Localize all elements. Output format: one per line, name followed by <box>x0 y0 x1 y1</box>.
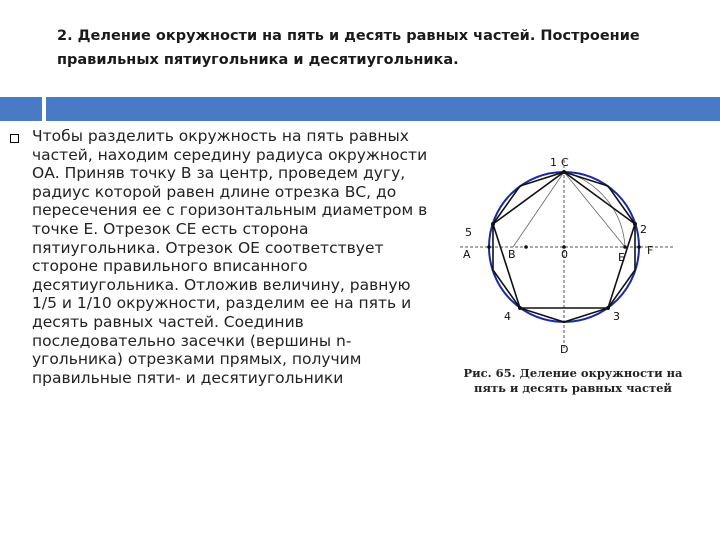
point-b <box>524 245 528 249</box>
label-o: 0 <box>561 248 568 261</box>
accent-bar-long <box>46 97 720 121</box>
figure-caption-line1: Рис. 65. Деление окружности на <box>463 366 683 380</box>
body-paragraph: Чтобы разделить окружность на пять равных частей, находим середину радиуса окружности ОА. Приняв точку В за центр, проведем дугу, радиус которой равен длине отрезка ВС, до пересечения ее с горизонтальным диаметром в точке Е. Отрезок СЕ есть сторона пятиугольника. Отрезок ОЕ соответствует стороне правильного вписанного десятиугольника. Отложив величину, равную 1/5 и 1/10 окружности, разделим ее на пять и десять равных частей. Соединив последовательно засечки (вершины n-угольника) отрезками прямых, получим правильные пяти- и десятиугольники <box>32 127 428 387</box>
label-a: A <box>463 248 471 261</box>
label-2: 2 <box>640 223 647 236</box>
figure-caption <box>448 366 698 396</box>
label-4: 4 <box>504 310 511 323</box>
label-f: F <box>647 244 654 257</box>
point-5 <box>491 222 495 226</box>
slide-title: 2. Деление окружности на пять и десять равных частей. Построение правильных пятиугольника и десятиугольника. <box>57 28 640 68</box>
point-3 <box>606 306 610 310</box>
label-d: D <box>560 343 569 356</box>
pentagon-decagon-figure <box>455 150 690 365</box>
label-b: B <box>508 248 516 261</box>
point-a <box>487 245 491 249</box>
label-e: E <box>618 251 625 264</box>
label-5: 5 <box>465 226 472 239</box>
point-f <box>637 245 641 249</box>
label-3: 3 <box>613 310 620 323</box>
point-4 <box>518 306 522 310</box>
label-1: 1 <box>550 156 557 169</box>
figure-caption-line2: пять и десять равных частей <box>474 381 672 395</box>
bullet-square-icon <box>10 134 19 143</box>
point-c <box>562 170 566 174</box>
label-c: C <box>561 156 569 169</box>
point-2 <box>633 222 637 226</box>
accent-bar-short <box>0 97 42 121</box>
point-e <box>623 245 627 249</box>
segment-bc <box>513 172 564 247</box>
